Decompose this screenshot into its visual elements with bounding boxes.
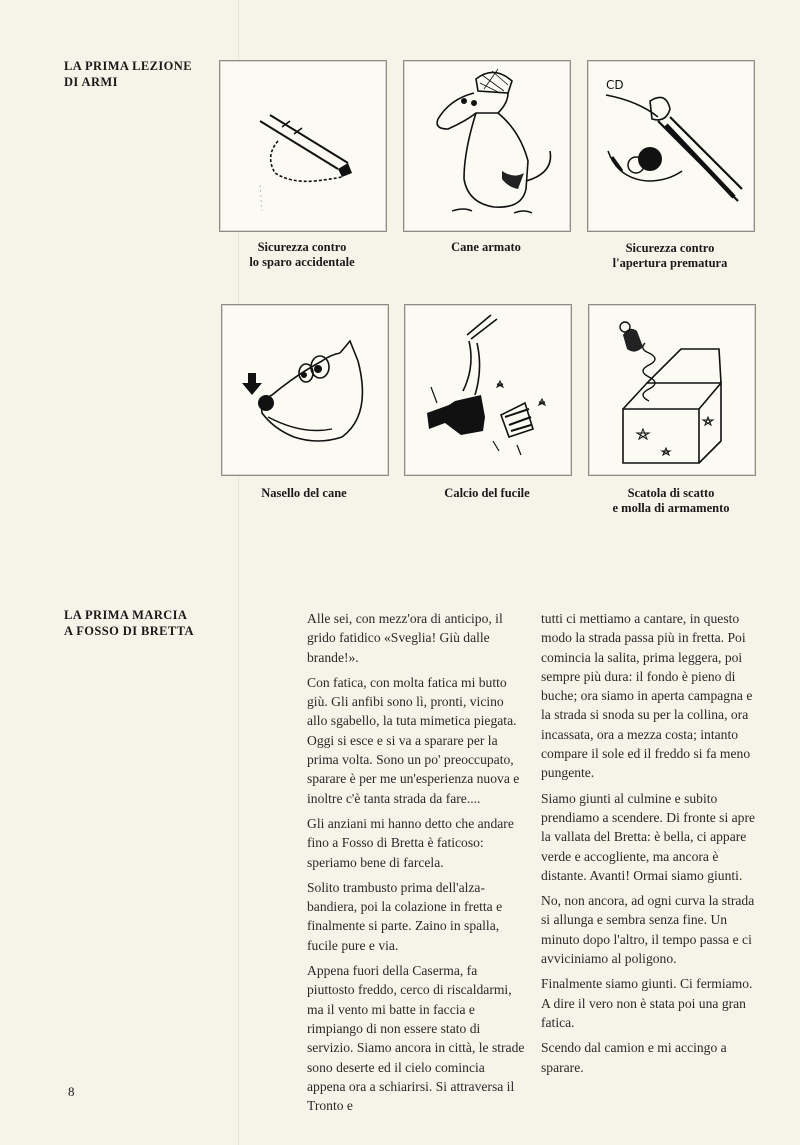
caption-safety-premature [587, 241, 753, 271]
paragraph: Siamo giunti al culmine e subito prendiamo a scendere. Di fronte si apre la vallata del Bretta: è bella, ci appare verde e accogliente, ma ancora è distante. Avanti! Ormai siamo giunti. [541, 790, 756, 883]
heading-line: LA PRIMA LEZIONE [64, 59, 192, 73]
section-heading-arms-lesson [64, 58, 192, 90]
illustration-opening-safety [587, 60, 755, 232]
paragraph: Scendo dal camion e mi accingo a sparare. [541, 1040, 727, 1075]
section-heading-first-march [64, 607, 194, 639]
caption-line: lo sparo accidentale [249, 255, 355, 269]
caption-line: l'apertura prematura [612, 256, 728, 270]
caption-line: Calcio del fucile [444, 486, 530, 500]
caption-line: Nasello del cane [261, 486, 347, 500]
paragraph: Finalmente siamo giunti. Ci fermiamo. A dire il vero non è stata poi una gran fatica. [541, 976, 753, 1030]
paragraph: Appena fuori della Caserma, fa piuttosto freddo, cerco di riscaldarmi, ma il vento mi batte in faccia e rimpiango di non essere stato di servizio. Siamo ancora in città, le strade sono deserte ed il cielo comincia appena ora a schiarirsi. Si attraversa il Tronto e [307, 963, 525, 1114]
dog-nose-drawing [222, 305, 388, 475]
dog-with-helmet-drawing [404, 61, 570, 231]
heading-line: DI ARMI [64, 75, 118, 89]
rifle-safety-drawing [220, 61, 386, 231]
svg-text:CD: CD [606, 78, 624, 92]
jack-in-the-box-drawing [589, 305, 755, 475]
text-column-right [541, 609, 761, 1083]
caption-trigger-box [588, 486, 754, 516]
paragraph: tutti ci mettiamo a cantare, in questo modo la strada passa più in fretta. Poi comincia la salita, prima leggera, poi sempre più dura: il fondo è pieno di buche; ora siamo in aperta campagna e la strada si snoda su per la collina, ora incassata, ora a mezza costa; intanto compare il sole ed il freddo si fa meno pungente. [541, 611, 753, 781]
paragraph: Solito trambusto prima dell'alza-bandiera, poi la colazione in fretta e finalmente si parte. Zaino in spalla, fucile pure e via. [307, 879, 503, 953]
caption-rifle-stock [404, 486, 570, 501]
paragraph: Gli anziani mi hanno detto che andare fino a Fosso di Bretta è faticoso: speriamo bene di farcela. [307, 815, 514, 870]
paragraph: Con fatica, con molta fatica mi butto giù. Gli anfibi sono lì, pronti, vicino allo sgabello, la tuta mimetica piegata. Oggi si esce e si va a sparare per la prima volta. Sono un po' preoccupato, sparare è per me un'esperienza nuova e inoltre c'è tanta strada da fare.... [307, 674, 520, 806]
page-number: 8 [68, 1084, 75, 1099]
caption-line: e molla di armamento [612, 501, 730, 515]
illustration-safety-catch [219, 60, 387, 232]
illustration-firing-pin [221, 304, 389, 476]
bolt-mechanism-drawing [588, 61, 754, 231]
paragraph: Alle sei, con mezz'ora di anticipo, il grido fatidico «Sveglia! Giù dalle brande!». [307, 611, 503, 665]
caption-line: Scatola di scatto [627, 486, 715, 500]
caption-line: Sicurezza contro [625, 241, 715, 255]
caption-firing-pin [221, 486, 387, 501]
text-column-left [307, 609, 525, 1121]
caption-cocked-hammer [403, 240, 569, 255]
heading-line: A FOSSO DI BRETTA [64, 624, 194, 638]
illustration-trigger-box [588, 304, 756, 476]
paragraph: No, non ancora, ad ogni curva la strada si allunga e sembra senza fine. Un minuto dopo l'altro, il tempo passa e ci avviciniamo al poligono. [541, 893, 755, 967]
rifle-stock-kick-drawing [405, 305, 571, 475]
caption-line: Sicurezza contro [257, 240, 347, 254]
caption-safety-accidental [219, 240, 385, 270]
illustration-rifle-stock [404, 304, 572, 476]
caption-line: Cane armato [451, 240, 521, 254]
heading-line: LA PRIMA MARCIA [64, 608, 188, 622]
illustration-cocked-dog [403, 60, 571, 232]
